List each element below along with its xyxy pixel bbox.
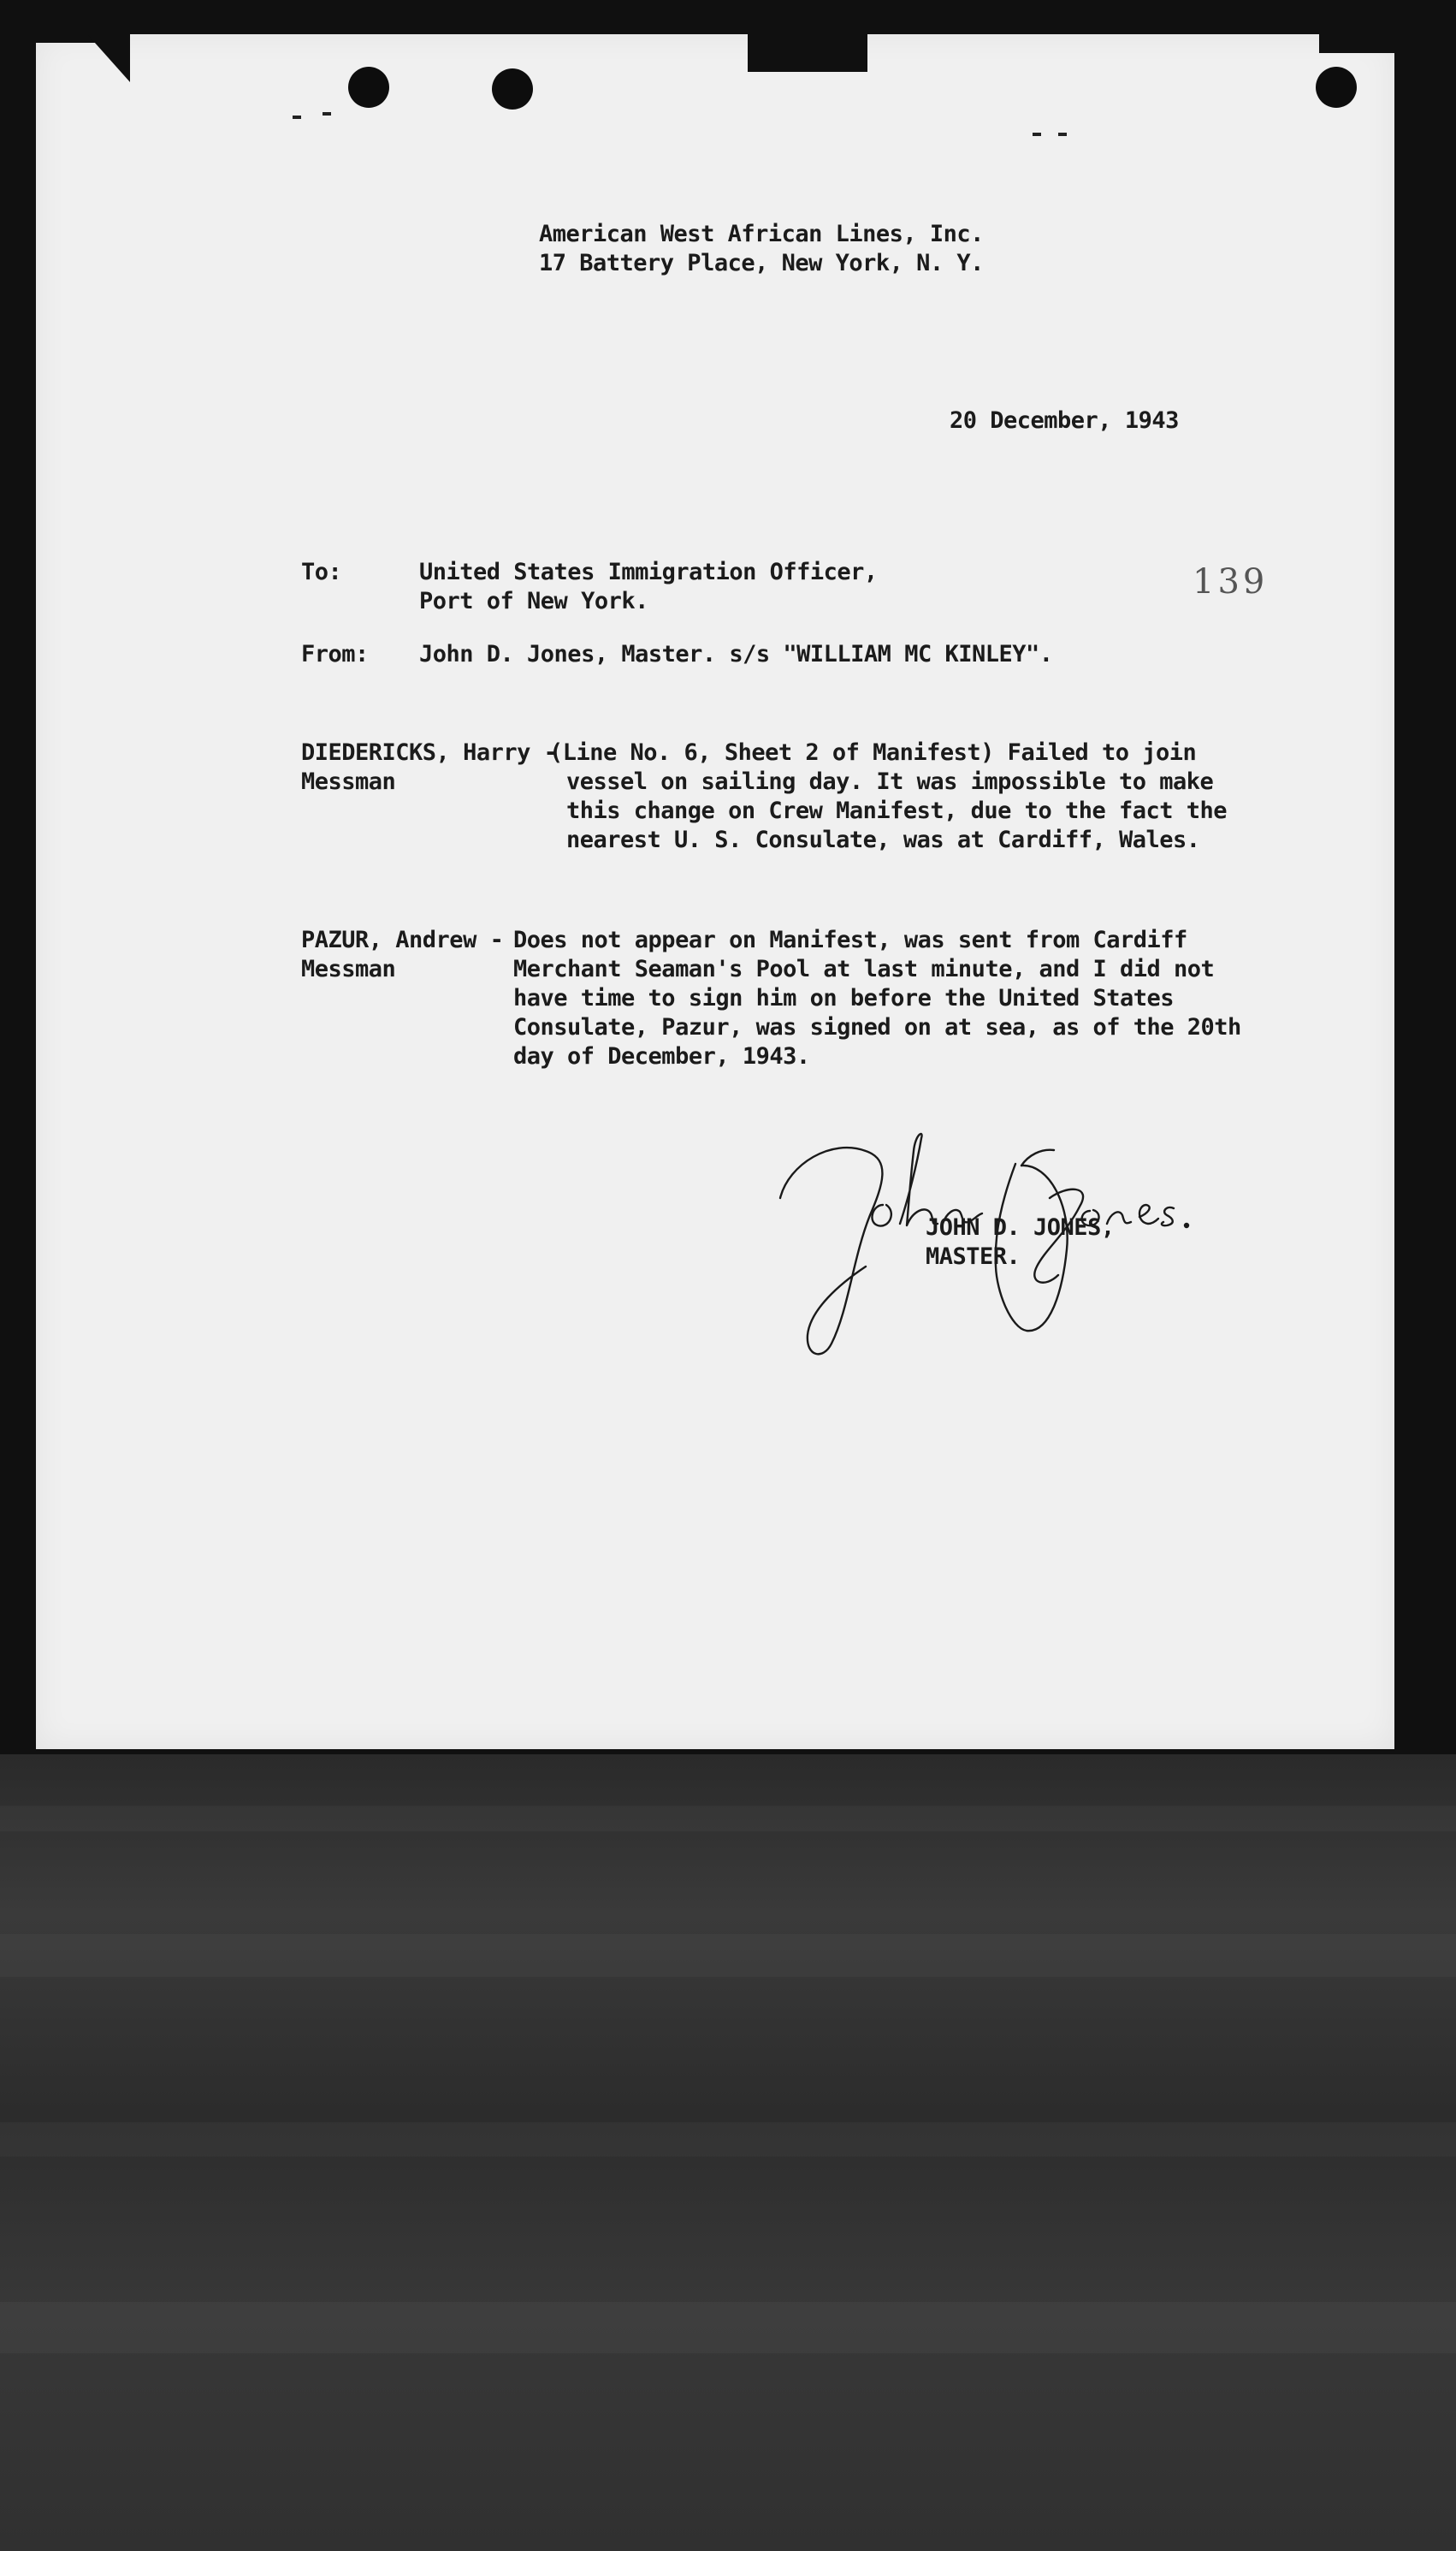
entry-line: Consulate, Pazur, was signed on at sea, as of the 20th xyxy=(513,1014,1241,1041)
punch-hole xyxy=(1316,67,1357,108)
letter-date: 20 December, 1943 xyxy=(950,407,1179,434)
letterhead-company: American West African Lines, Inc. xyxy=(539,221,984,247)
document-page xyxy=(36,34,1394,1749)
entry-line: Merchant Seaman's Pool at last minute, and I did not xyxy=(513,956,1215,982)
from-value: John D. Jones, Master. s/s "WILLIAM MC KINLEY". xyxy=(419,641,1053,667)
torn-edge-right xyxy=(1319,34,1394,53)
from-label: From: xyxy=(301,641,369,667)
entry-line: (Line No. 6, Sheet 2 of Manifest) Failed to join xyxy=(549,739,1197,766)
to-line-1: United States Immigration Officer, xyxy=(419,559,878,585)
to-line-2: Port of New York. xyxy=(419,588,648,614)
entry-line: vessel on sailing day. It was impossible to make xyxy=(566,768,1214,795)
to-label: To: xyxy=(301,559,342,585)
entry-line: Does not appear on Manifest, was sent from Cardiff xyxy=(513,927,1187,953)
entry-name: PAZUR, Andrew - xyxy=(301,927,504,953)
page-number-stamp: 139 xyxy=(1193,562,1269,602)
signature-name: JOHN D. JONES, xyxy=(926,1214,1115,1241)
letterhead-address: 17 Battery Place, New York, N. Y. xyxy=(539,250,984,276)
entry-role: Messman xyxy=(301,768,396,795)
entry-name: DIEDERICKS, Harry - xyxy=(301,739,558,766)
torn-notch xyxy=(748,34,867,72)
entry-line: day of December, 1943. xyxy=(513,1043,810,1070)
entry-line: nearest U. S. Consulate, was at Cardiff, Wales. xyxy=(566,827,1200,853)
entry-line: have time to sign him on before the United States xyxy=(513,985,1175,1012)
punch-hole xyxy=(348,67,389,108)
signature-title: MASTER. xyxy=(926,1243,1021,1270)
entry-role: Messman xyxy=(301,956,396,982)
entry-line: this change on Crew Manifest, due to the fact the xyxy=(566,798,1228,824)
scan-background-bottom xyxy=(0,1754,1456,2551)
punch-hole xyxy=(492,68,533,110)
